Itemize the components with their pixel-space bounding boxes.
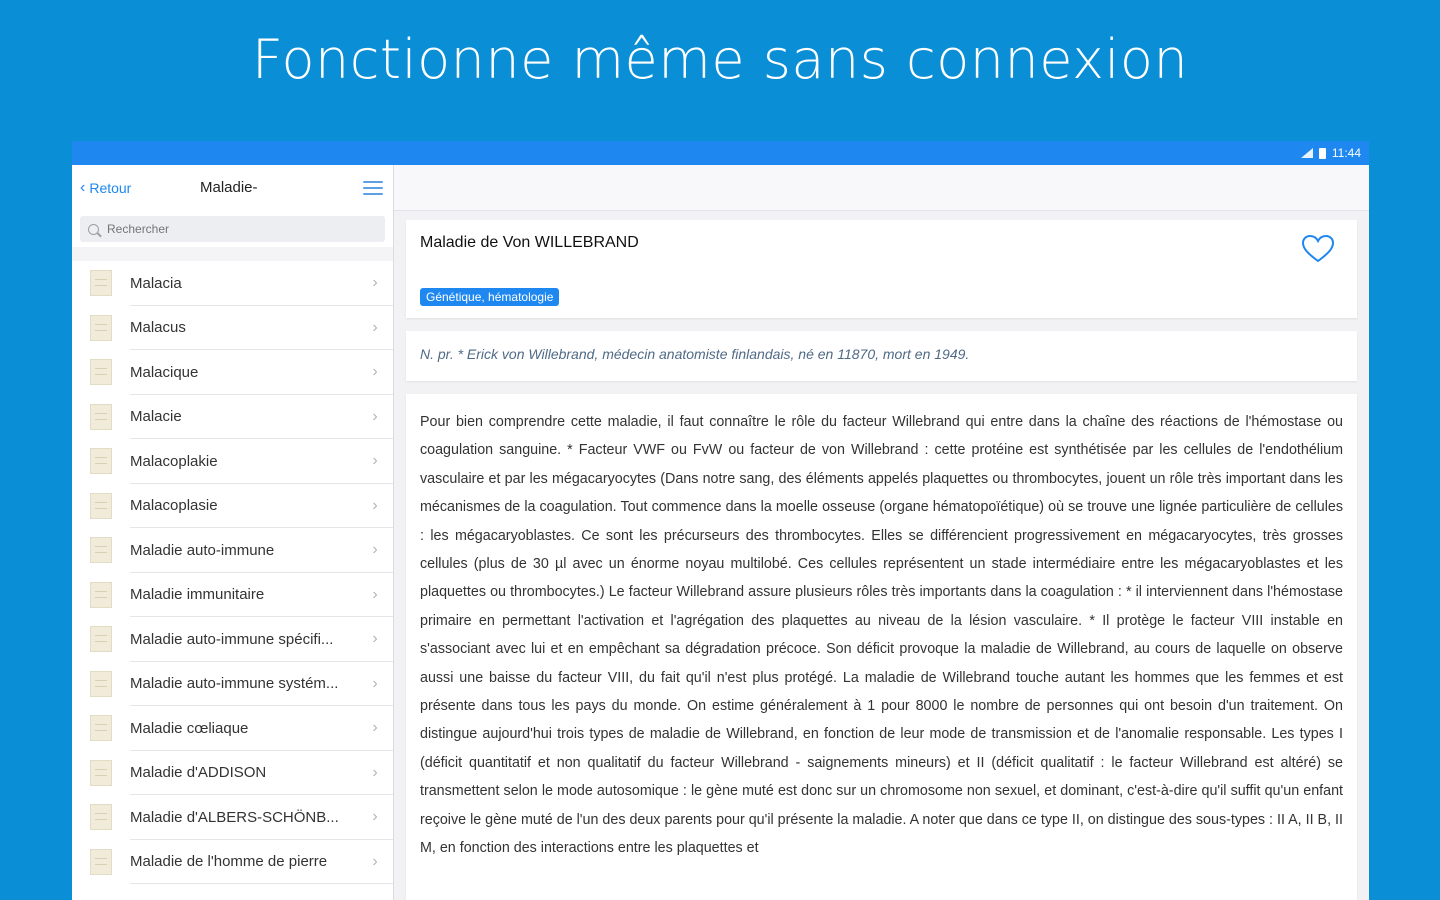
sidebar-title: Maladie- xyxy=(200,179,258,196)
definition-card xyxy=(406,394,1357,900)
list-item[interactable] xyxy=(72,484,393,529)
battery-icon xyxy=(1319,148,1326,159)
document-icon xyxy=(90,671,112,697)
list-item-label: Malacie xyxy=(130,408,182,426)
document-icon xyxy=(90,760,112,786)
search-box xyxy=(80,216,385,242)
definition-text: Pour bien comprendre cette maladie, il faut connaître le rôle du facteur Willebrand qui entre dans la chaîne des réactions de l'hémostase ou coagulation sanguine. * Facteur VWF ou FvW ou facteur de von Willebrand : cette protéine est synthétisée par les cellules de l'endothélium vasculaire et par les mégacaryocytes (Dans notre sang, des éléments appelés plaquettes ou thrombocytes, jouent un rôle très important dans les mécanismes de la coagulation. Tout commence dans la moelle osseuse (organe hématopoïétique) où se trouve une lignée particulière de cellules : les mégacaryoblastes. Ce sont les précurseurs des thrombocytes. Elles se différencient progressivement en mégacaryocytes, très grosses cellules (plus de 30 µl avec un énorme noyau multilobé. Ces cellules représentent un stade intermédiaire entre les mégacaryoblastes et les plaquettes ou thrombocytes.) Le facteur Willebrand assure plusieurs rôles très importants dans la coagulation : * il interviennent dans l'hémostase primaire en permettant l'activation et l'agrégation des plaquettes au niveau de la lésion vasculaire. * Il protège le facteur VIII instable en s'associant avec lui et en empêchant sa dégradation précoce. Son déficit provoque la maladie de Willebrand, au cours de laquelle on observe aussi une baisse du facteur VIII, du fait qu'il n'est plus protégé. La maladie de Willebrand touche autant les hommes que les femmes et est présente dans tous les pays du monde. On estime généralement à 1 pour 8000 le nombre de personnes qui ont besoin d'un traitement. On distingue aujourd'hui trois types de maladie de Willebrand, en fonction de leur mode de transmission et de l'anomalie responsable. Les types I (déficit quantitatif et non qualitatif du facteur Willebrand - saignements mineurs) et II (déficit qualitatif : le facteur Willebrand est altéré) se transmettent selon le mode autosomique : le gène muté est donc sur un chromosome non sexuel, et dominant, c'est-à-dire qu'il suffit qu'un enfant reçoive le gène muté de l'un des deux parents pour qu'il présente la maladie. A noter que dans ce type II, on distingue des sous-types : II A, II B, II M, en fonction des interactions entre les plaquettes et xyxy=(420,414,1343,857)
chevron-right-icon: › xyxy=(372,630,378,648)
list-item-label: Maladie cœliaque xyxy=(130,719,249,737)
list-item-label: Malacoplasie xyxy=(130,497,218,515)
document-icon xyxy=(90,315,112,341)
document-icon xyxy=(90,404,112,430)
sidebar xyxy=(72,165,394,900)
article-header-card xyxy=(406,220,1357,318)
document-icon xyxy=(90,715,112,741)
list-item-label: Maladie auto-immune xyxy=(130,541,275,559)
list-item-label: Maladie auto-immune spécifi... xyxy=(130,630,334,648)
category-badge[interactable]: Génétique, hématologie xyxy=(420,288,559,306)
list-item[interactable] xyxy=(72,706,393,751)
list-item[interactable] xyxy=(72,840,393,885)
list-item-label: Maladie immunitaire xyxy=(130,586,265,604)
chevron-right-icon: › xyxy=(372,274,378,292)
chevron-right-icon: › xyxy=(372,585,378,603)
article-pane xyxy=(394,165,1369,900)
list-item[interactable] xyxy=(72,662,393,707)
chevron-right-icon: › xyxy=(372,852,378,870)
list-item-label: Malacus xyxy=(130,319,186,337)
list-item[interactable] xyxy=(72,617,393,662)
search-input[interactable] xyxy=(107,222,357,236)
back-button[interactable] xyxy=(80,179,131,197)
list-item[interactable] xyxy=(72,395,393,440)
list-item[interactable] xyxy=(72,795,393,840)
signal-icon xyxy=(1299,148,1313,158)
document-icon xyxy=(90,359,112,385)
list-item-label: Malacia xyxy=(130,274,182,292)
list-item-label: Malacoplakie xyxy=(130,452,218,470)
list-item-label: Maladie de l'homme de pierre xyxy=(130,853,328,871)
document-icon xyxy=(90,582,112,608)
document-icon xyxy=(90,537,112,563)
list-item-label: Maladie d'ADDISON xyxy=(130,764,267,782)
search-icon xyxy=(88,224,99,235)
document-icon xyxy=(90,849,112,875)
back-label: Retour xyxy=(89,180,132,196)
headline: Fonctionne même sans connexion xyxy=(251,28,1189,91)
etymology-card xyxy=(406,331,1357,381)
chevron-right-icon: › xyxy=(372,363,378,381)
article-title: Maladie de Von WILLEBRAND xyxy=(420,234,639,251)
tablet-screen xyxy=(72,141,1369,900)
term-list xyxy=(72,261,393,884)
etymology-text: N. pr. * Erick von Willebrand, médecin anatomiste finlandais, né en 11870, mort en 1949. xyxy=(420,346,970,362)
chevron-right-icon: › xyxy=(372,541,378,559)
document-icon xyxy=(90,493,112,519)
list-item[interactable] xyxy=(72,306,393,351)
chevron-right-icon: › xyxy=(372,763,378,781)
document-icon xyxy=(90,804,112,830)
status-bar xyxy=(72,141,1369,165)
status-time: 11:44 xyxy=(1331,146,1361,160)
chevron-left-icon: ‹ xyxy=(80,179,86,196)
heart-icon[interactable] xyxy=(1301,234,1335,264)
list-item[interactable] xyxy=(72,350,393,395)
list-item[interactable] xyxy=(72,751,393,796)
list-menu-icon[interactable] xyxy=(363,181,383,195)
list-item-label: Maladie auto-immune systém... xyxy=(130,675,339,693)
chevron-right-icon: › xyxy=(372,674,378,692)
article-toolbar xyxy=(394,165,1369,211)
chevron-right-icon: › xyxy=(372,808,378,826)
list-item-label: Malacique xyxy=(130,363,199,381)
chevron-right-icon: › xyxy=(372,452,378,470)
sidebar-header xyxy=(72,165,393,211)
document-icon xyxy=(90,626,112,652)
list-item-label: Maladie d'ALBERS-SCHÖNB... xyxy=(130,808,339,826)
chevron-right-icon: › xyxy=(372,318,378,336)
list-item[interactable] xyxy=(72,261,393,306)
chevron-right-icon: › xyxy=(372,407,378,425)
list-item[interactable] xyxy=(72,439,393,484)
document-icon xyxy=(90,270,112,296)
chevron-right-icon: › xyxy=(372,496,378,514)
document-icon xyxy=(90,448,112,474)
chevron-right-icon: › xyxy=(372,719,378,737)
list-item[interactable] xyxy=(72,573,393,618)
list-item[interactable] xyxy=(72,528,393,573)
